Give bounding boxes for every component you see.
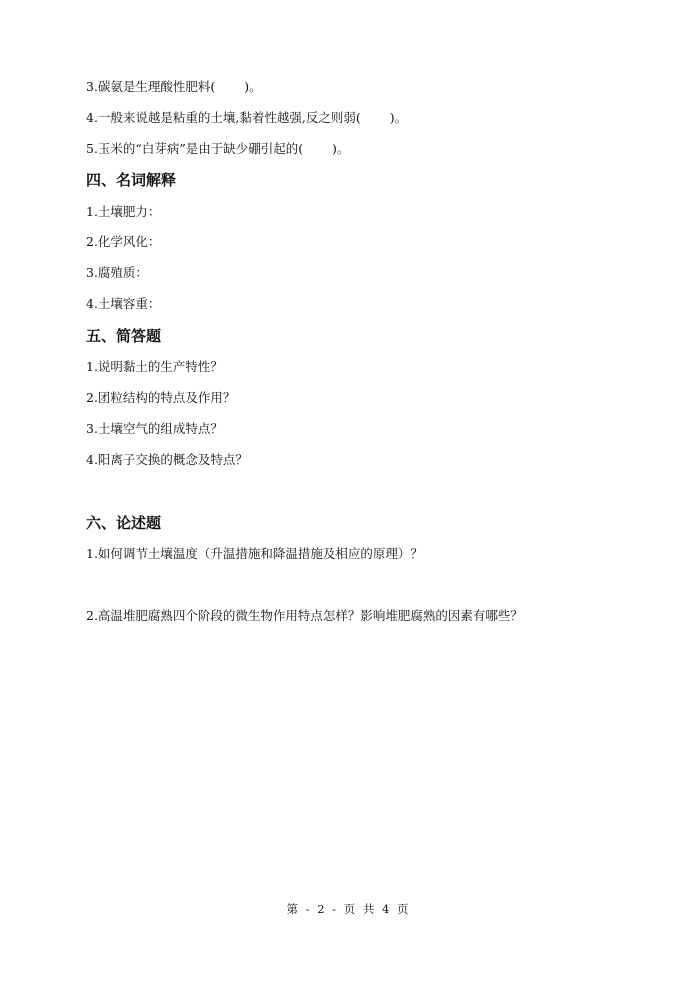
- judgment-item-5: 5.玉米的“白芽病”是由于缺少硼引起的( )。: [86, 141, 350, 156]
- judgment-item-3: 3.碳氨是生理酸性肥料( )。: [86, 79, 262, 94]
- essay-item-2: 2.高温堆肥腐熟四个阶段的微生物作用特点怎样？影响堆肥腐熟的因素有哪些？: [86, 608, 523, 623]
- judgment-item-4: 4.一般来说越是粘重的土壤,黏着性越强,反之则弱( )。: [86, 110, 408, 125]
- section-4-title: 四、名词解释: [86, 171, 177, 189]
- page-footer: 第 - 2 - 页 共 4 页: [286, 902, 409, 916]
- short-answer-item-3: 3.土壤空气的组成特点？: [86, 421, 223, 436]
- term-item-2: 2.化学风化：: [86, 234, 161, 249]
- essay-item-1: 1.如何调节土壤温度（升温措施和降温措施及相应的原理）？: [86, 546, 423, 561]
- term-item-3: 3.腐殖质：: [86, 265, 148, 280]
- term-item-1: 1.土壤肥力：: [86, 204, 161, 219]
- section-5-title: 五、简答题: [86, 327, 162, 345]
- short-answer-item-1: 1.说明黏土的生产特性？: [86, 359, 223, 374]
- short-answer-item-4: 4.阳离子交换的概念及特点？: [86, 452, 248, 467]
- section-6-title: 六、论述题: [86, 514, 162, 532]
- short-answer-item-2: 2.团粒结构的特点及作用？: [86, 390, 236, 405]
- term-item-4: 4.土壤容重：: [86, 296, 161, 311]
